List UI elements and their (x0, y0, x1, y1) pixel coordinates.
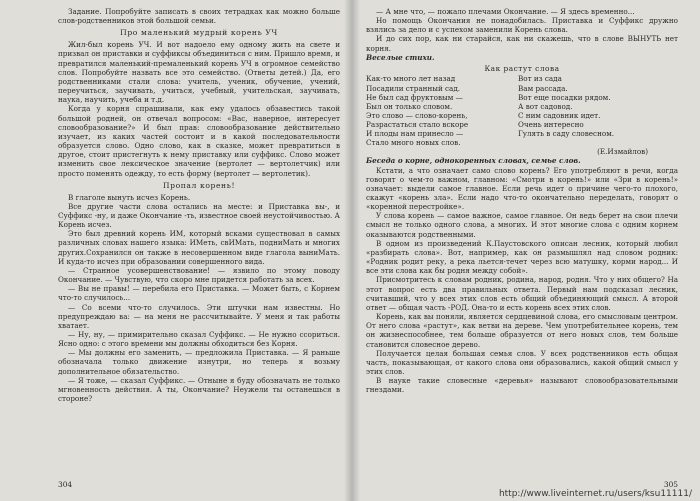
dialogue-line: — А мне что, — пожало плечами Окончание. — Я здесь временно... (376, 7, 635, 16)
paragraph: Жил-был корень УЧ. И вот надоело ему одному жить на свете и призвал он приставки и суффиксы объединиться с ним. Пришло время, и превратился маленький-премаленький корень УЧ в огромное семейство слов. Попробуйте назвать все это семейство. (Ответы детей.) Да, его родственниками стали слова: учитель, ученик, обучение, учений, переучиться, заучивать, учиться, учебный, учительская, заучивать, наука, научить, учеба и т.д. (58, 40, 340, 105)
dialogue-line: — Мы должны его заменить, — предложила Приставка. — Я раньше обозначала только движение изнутри, но теперь я возьму дополнительное обязательство. (58, 348, 340, 376)
poem-row: И плоды нам принесло — Гулять в саду словесном. (366, 129, 615, 139)
section-title-lost-root: Пропал корень! (162, 180, 236, 190)
paragraph: Это был древний корень ИМ, который всками существовал в самых различных словах нашего языка: ИМеть, свИМать, подниМать и многих других.Сохранился он также в несовершенном виде глагола выниМать. И куда-то исчез при образовании совершенного вида. (58, 229, 340, 266)
paragraph: Корень, как вы поняли, является сердцевиной слова, его смысловым центром. От него слова «растут», как ветви на дереве. Чем употребительнее корень, тем он жизнеспособнее, тем больше образуется от него новых слов, тем больше становится словесное дерево. (366, 312, 678, 349)
paragraph: Все другие части слова остались на месте: и Приставка вы-, и Суффикс -ну, и даже Окончание -ть, известное своей неустойчивостью. А Корень исчез. (58, 201, 340, 230)
right-page (352, 0, 700, 501)
poem-row: Стало много новых слов. (366, 138, 461, 148)
poem-row: Был он только словом. А вот садовод. (366, 101, 573, 111)
dialogue-line: — Странное усовершенствование! — язвило по этому поводу Окончание. — Чувствую, что скоро мне придется работать за всех. (58, 265, 340, 285)
poem-row: Не был сад фруктовым — Вот еще посадки рядом. (366, 92, 611, 102)
paragraph: Присмотритесь к словам родник, родина, народ, родня. Что у них общего? На этот вопрос есть два правильных ответа. Первый нам подсказал лесник, считавший, что у всех этих слов есть общий объединяющий смысл. А второй ответ — общая часть -РОД. Она-то и есть корень всех этих слов. (366, 275, 678, 312)
paragraph: В науке такие словесные «деревья» называют словообразовательными гнездами. (366, 376, 678, 395)
poem-row: Посадили странный сад. Вам рассада. (366, 83, 568, 93)
poem-row: Это слово — слово-корень, С ним садовник идет. (366, 110, 601, 120)
book-gutter (344, 0, 360, 501)
poem-author: (Е.Измайлов) (597, 147, 648, 157)
poem-row: Как-то много лет назад Вот из сада (366, 74, 562, 84)
paragraph: Кстати, а что означает само слово корень? Его употребляют в речи, когда говорят о чем-то важном, главном: «Смотри в корень!» или «Зри в корень!» означает: выдели самое главное. Если речь идет о причине чего-то плохого, скажут «корень зла». Если надо что-то окончательно переделать, говорят о «коренной перестройке». (366, 165, 678, 212)
paragraph: Когда у корня спрашивали, как ему удалось обзавестись такой большой родней, он отвечал вопросом: «Вас, наверное, интересует словообразование?» И был прав: словообразование действительно изучает, из каких частей состоит и в какой последовательности образуется слово. Одно слово, как в сказке, может превратиться в другое, стоит пристегнуть к нему приставку или суффикс. Слово может изменить свое лексическое значение (вертолет — вертолетчик) или просто поменять одежду, то есть форму (вертолет — вертолетик). (58, 104, 340, 178)
paragraph: Но помощь Окончания не понадобилась. Приставка и Суффикс дружно взялись за дело и с успехом заменили Корень слова. (366, 16, 678, 35)
paragraph: Получается целая большая семья слов. У всех родственников есть общая часть, показывающая, от какого слова они образовались, какой общий смысл у этих слов. (366, 348, 678, 376)
dialogue-line: — Со всеми что-то случилось. Эти штучки нам известны. Но предупреждаю ва: — на меня не рассчитывайте. У меня и так работы хватает. (58, 302, 340, 330)
page-number-right: 305 (663, 480, 678, 489)
dialogue-line: — Вы не правы! — перебила его Приставка. — Может быть, с Корнем что-то случилось... (58, 284, 340, 303)
section-title-uch: Про маленький мудрый корень УЧ (120, 28, 278, 38)
fun-verses-label: Веселые стихи. (366, 52, 435, 62)
paragraph: В глаголе вынуть исчез Корень. (68, 192, 191, 202)
paragraph: И до сих пор, как ни старайся, как ни скажешь, что в слове ВЫНУТЬ нет корня. (366, 34, 678, 53)
poem-title: Как растут слова (484, 63, 560, 73)
page-number-left: 304 (58, 480, 73, 489)
paragraph: В одном из произведений К.Паустовского описан лесник, который любил «разбирать слова». Вот, например, как он размышлял над словом родник: «Родник родит реку, а река льется-течет через всю матушку, корми народ... И все эти слова как бы родня между собой». (366, 238, 678, 276)
section-heading: Беседа о корне, однокоренных словах, семье слов. (366, 156, 581, 166)
dialogue-line: — Я тоже, — сказал Суффикс. — Отныне я буду обозначать не только мгновенность действия. А ты, Окончание? Неужели ты останешься в стороне? (58, 375, 340, 404)
poem-row: Разрастаться стало вскоре Очень интересно (366, 119, 584, 129)
poem (366, 74, 678, 147)
dialogue-line: — Ну, ну, — примирительно сказал Суффикс. — Не нужно ссориться. Ясно одно: с этого времени мы должны обходиться без Корня. (58, 330, 340, 349)
task-paragraph: Задание. Попробуйте записать в своих тетрадках как можно больше слов-родственников этой большой семьи. (58, 7, 340, 26)
paragraph: У слова корень — самое важное, самое главное. Он ведь берет на свои плечи смысл не только одного слова, а многих. И этот многие слова с одним корнем оказываются родственными. (366, 211, 678, 239)
watermark-url: http://www.liveinternet.ru/users/ksu11111/ (498, 489, 692, 499)
